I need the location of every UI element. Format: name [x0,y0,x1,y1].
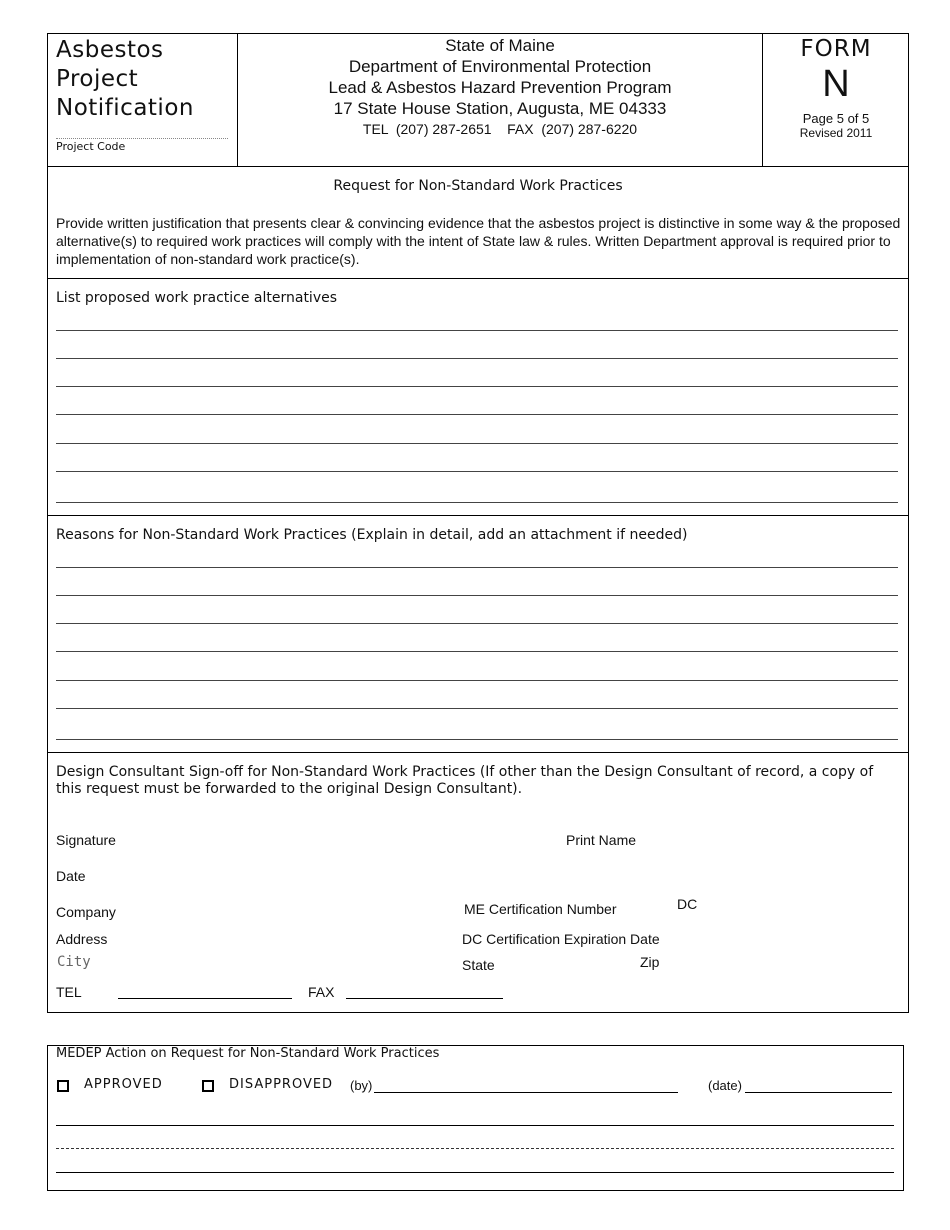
medep-date-field[interactable] [745,1092,892,1093]
zip-label: Zip [640,954,660,970]
form-title-line-2: Project [56,66,139,92]
reasons-line[interactable] [56,623,898,624]
agency-address: 17 State House Station, Augusta, ME 04333 [333,99,667,118]
by-field[interactable] [374,1092,678,1093]
alternatives-line[interactable] [56,358,898,359]
alternatives-line[interactable] [56,330,898,331]
alternatives-label: List proposed work practice alternatives [56,290,338,306]
form-label: FORM [800,36,872,62]
reasons-line[interactable] [56,680,898,681]
medep-notes-line[interactable] [56,1148,894,1149]
signoff-label: Design Consultant Sign-off for Non-Standard Work Practices (If other than the Design Consultant of record, a copy of this request must be forwarded to the original Design Consultant). [56,764,874,797]
company-label: Company [56,904,116,920]
tel-field[interactable] [118,998,292,999]
alternatives-line[interactable] [56,443,898,444]
form-title-line-1: Asbestos [56,37,164,63]
print-name-label: Print Name [566,832,637,848]
alternatives-line[interactable] [56,471,898,472]
alternatives-line[interactable] [56,414,898,415]
request-instructions: Provide written justification that presents clear & convincing evidence that the asbestos project is distinctive in some way & the proposed alternative(s) to required work practices will comply with the intent of State law & rules. Written Department approval is required prior to implementation of non-standard work practice(s). [56,215,901,267]
fax-field[interactable] [346,998,503,999]
form-title [56,36,194,123]
fax-label: FAX [308,984,335,1000]
section-divider-3 [47,752,909,753]
project-code-label: Project Code [56,140,126,153]
agency-department: Department of Environmental Protection [348,57,652,76]
medep-date-label: (date) [708,1078,742,1093]
address-label: Address [56,931,108,947]
reasons-line[interactable] [56,651,898,652]
reasons-line[interactable] [56,567,898,568]
form-letter: N [822,63,850,105]
dc-expiration-label: DC Certification Expiration Date [462,931,660,947]
disapproved-label: DISAPPROVED [229,1077,334,1092]
date-label: Date [56,868,86,884]
project-code-field[interactable] [56,138,228,139]
reasons-label: Reasons for Non-Standard Work Practices (Explain in detail, add an attachment if needed) [56,527,688,543]
section-divider-2 [47,515,909,516]
by-label: (by) [350,1078,373,1093]
agency-phone-fax: TEL (207) 287-2651 FAX (207) 287-6220 [362,121,638,137]
section-divider-1 [47,278,909,279]
city-label: City [57,954,91,970]
alternatives-line[interactable] [56,502,898,503]
tel-label: TEL [56,984,82,1000]
agency-state: State of Maine [445,36,555,55]
reasons-line[interactable] [56,708,898,709]
approved-label: APPROVED [84,1077,163,1092]
disapproved-checkbox[interactable] [202,1080,214,1092]
signature-label: Signature [56,832,116,848]
agency-block [238,35,762,140]
medep-notes-line[interactable] [56,1125,894,1126]
state-label: State [462,957,495,973]
agency-program: Lead & Asbestos Hazard Prevention Program [328,78,672,97]
alternatives-line[interactable] [56,386,898,387]
page-number: Page 5 of 5 [802,111,870,126]
reasons-line[interactable] [56,595,898,596]
dc-label: DC [677,896,698,912]
request-title: Request for Non-Standard Work Practices [333,178,623,194]
form-title-line-3: Notification [56,95,194,121]
medep-action-section [47,1045,904,1191]
me-certification-label: ME Certification Number [464,901,617,917]
medep-title: MEDEP Action on Request for Non-Standard Work Practices [56,1046,440,1061]
medep-notes-line[interactable] [56,1172,894,1173]
reasons-line[interactable] [56,739,898,740]
revision-date: Revised 2011 [799,126,873,140]
approved-checkbox[interactable] [57,1080,69,1092]
form-id-block [763,34,909,140]
